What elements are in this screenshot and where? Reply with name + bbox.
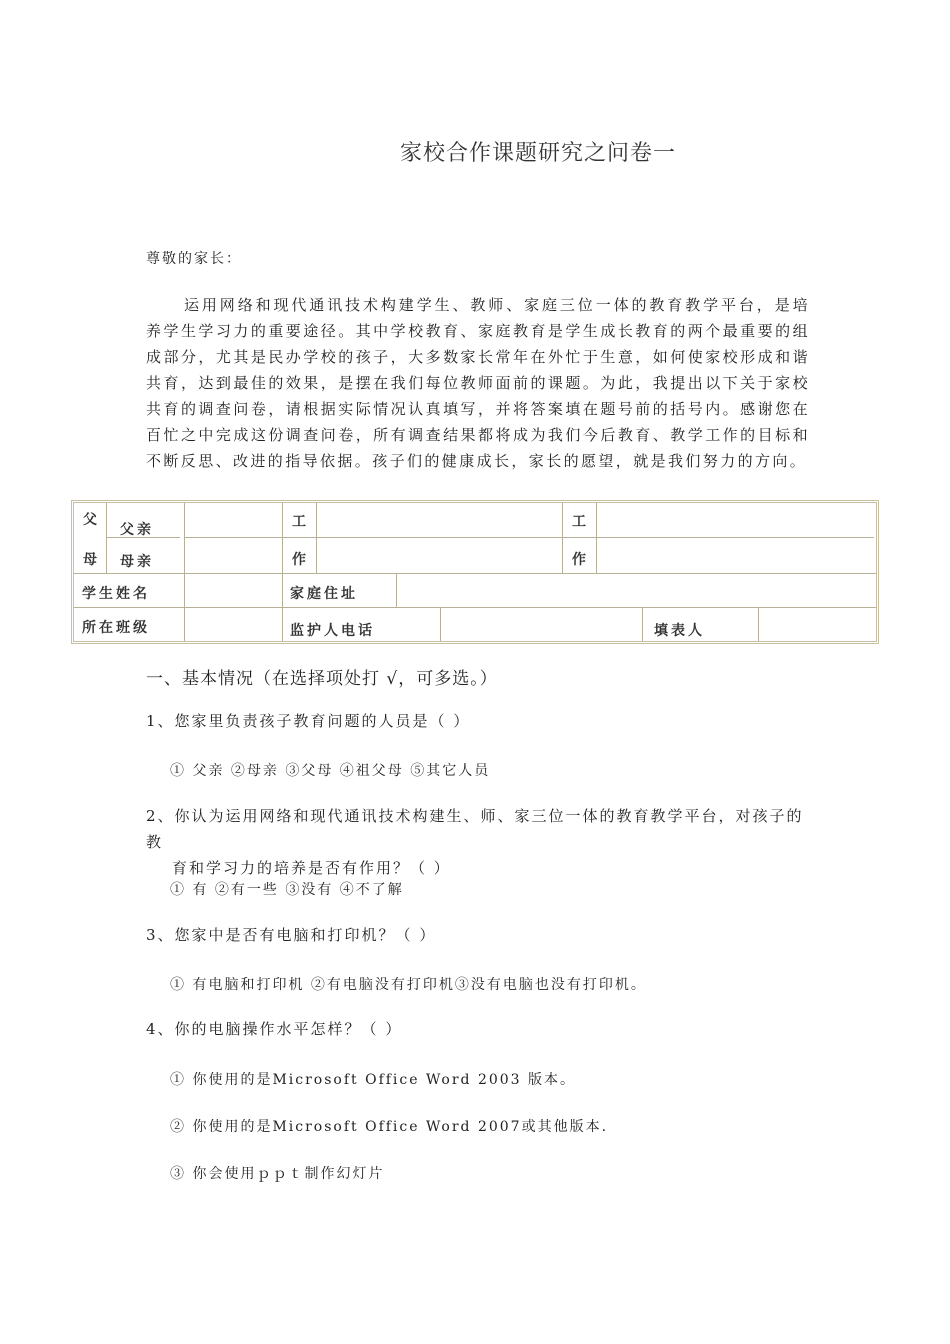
question-text: 3、您家中是否有电脑和打印机？（ ） xyxy=(146,926,437,944)
parents-label-char2: 母 xyxy=(83,552,100,568)
guardian-phone-label: 监护人电话 xyxy=(290,623,375,639)
intro-paragraph: 运用网络和现代通讯技术构建学生、教师、家庭三位一体的教育教学平台，是培养学生学习力的重要途径。其中学校教育、家庭教育是学生成长教育的两个最重要的组成部分，尤其是民办学校的孩子，大多数家长常年在外忙于生意，如何使家校形成和谐共育，达到最佳的效果，是摆在我们每位教师面前的课题。为此，我提出以下关于家校共育的调查问卷，请根据实际情况认真填写，并将答案填在题号前的括号内。感谢您在百忙之中完成这份调查问卷，所有调查结果都将成为我们今后教育、教学工作的目标和不断反思、改进的指导依据。孩子们的健康成长，家长的愿望，就是我们努力的方向。 xyxy=(146,296,810,470)
question-4-option-1: ① 你使用的是Microsoft Office Word 2003 版本。 xyxy=(170,1072,577,1088)
question-2-options: ① 有 ②有一些 ③没有 ④不了解 xyxy=(170,882,404,898)
col-divider xyxy=(758,607,759,641)
question-4 xyxy=(146,1016,810,1042)
question-text: 1、您家里负责孩子教育问题的人员是（ ） xyxy=(146,712,471,730)
question-4-option-2: ② 你使用的是Microsoft Office Word 2007或其他版本. xyxy=(170,1119,609,1135)
col-divider xyxy=(316,503,317,573)
question-text-continued: 育和学习力的培养是否有作用？（ ） xyxy=(172,859,451,877)
row-divider xyxy=(74,573,876,574)
row-divider xyxy=(184,537,874,538)
col-divider xyxy=(642,607,643,641)
question-text: 2、你认为运用网络和现代通讯技术构建生、师、家三位一体的教育教学平台，对孩子的教 xyxy=(146,807,804,851)
col-divider xyxy=(562,503,563,573)
question-1-options: ① 父亲 ②母亲 ③父母 ④祖父母 ⑤其它人员 xyxy=(170,763,491,779)
question-4-option-3: ③ 你会使用ｐｐｔ制作幻灯片 xyxy=(170,1166,385,1182)
col-divider xyxy=(440,607,441,641)
mother-label: 母亲 xyxy=(120,554,154,570)
parent-info-form xyxy=(71,500,879,644)
col-divider xyxy=(596,503,597,573)
col-divider xyxy=(396,573,397,607)
question-3-options: ① 有电脑和打印机 ②有电脑没有打印机③没有电脑也没有打印机。 xyxy=(170,977,647,993)
class-label: 所在班级 xyxy=(82,620,150,636)
row-divider xyxy=(74,607,876,608)
section-heading: 一、基本情况（在选择项处打 √，可多选。） xyxy=(146,669,498,689)
filler-label: 填表人 xyxy=(654,623,705,639)
father-label: 父亲 xyxy=(120,522,154,538)
col-divider xyxy=(282,503,283,641)
parents-label-char1: 父 xyxy=(83,512,100,528)
mother-work-label-char2: 作 xyxy=(572,552,589,568)
address-label: 家庭住址 xyxy=(290,586,358,602)
mother-work-label-char1: 工 xyxy=(572,514,589,530)
father-work-label-char1: 工 xyxy=(292,514,309,530)
document-title: 家校合作课题研究之问卷一 xyxy=(400,141,677,166)
question-text: 4、你的电脑操作水平怎样？（ ） xyxy=(146,1020,403,1038)
col-divider xyxy=(106,503,107,573)
question-1 xyxy=(146,708,810,734)
student-name-label: 学生姓名 xyxy=(82,586,150,602)
father-work-label-char2: 作 xyxy=(292,552,309,568)
col-divider xyxy=(184,503,185,641)
greeting: 尊敬的家长： xyxy=(146,251,242,267)
question-3 xyxy=(146,922,810,948)
question-2 xyxy=(146,803,810,881)
